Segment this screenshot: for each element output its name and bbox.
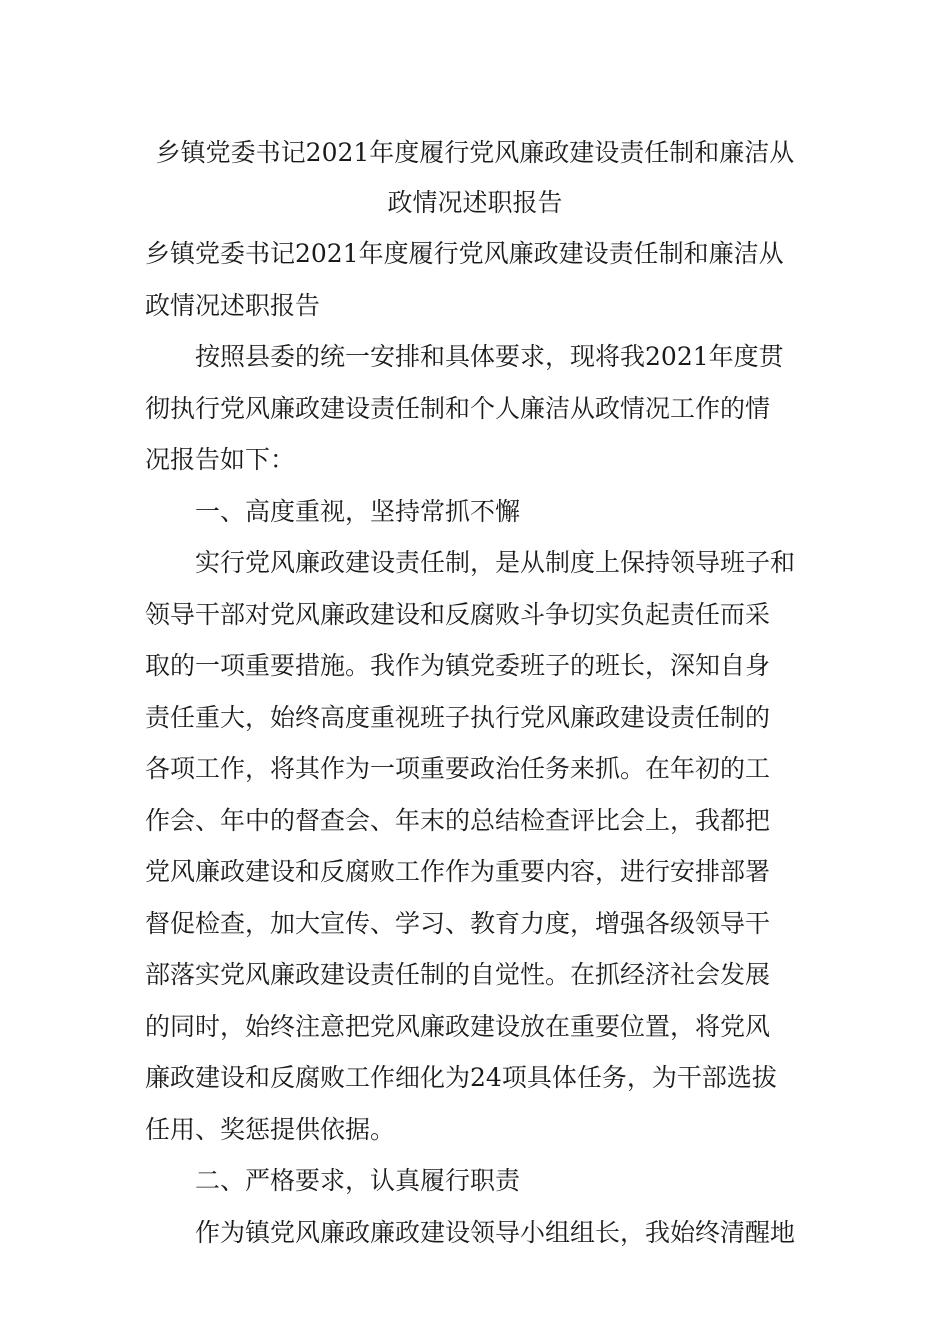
text-line: 况报告如下： bbox=[145, 445, 296, 474]
text-line: 任用、奖惩提供依据。 bbox=[145, 1114, 396, 1144]
paragraph-section-1 bbox=[145, 537, 810, 1155]
section-heading-2 bbox=[145, 1155, 810, 1207]
text-line: 作会、年中的督查会、年末的总结检查评比会上，我都把 bbox=[145, 805, 771, 835]
document-title bbox=[140, 128, 810, 228]
text-line: 责任重大，始终高度重视班子执行党风廉政建设责任制的 bbox=[145, 702, 771, 732]
text-line: 实行党风廉政建设责任制，是从制度上保持领导班子和 bbox=[195, 548, 796, 577]
paragraph-intro bbox=[145, 331, 810, 486]
text-line: 作为镇党风廉政廉政建设领导小组组长，我始终清醒地 bbox=[195, 1217, 796, 1247]
text-line: 部落实党风廉政建设责任制的自觉性。在抓经济社会发展 bbox=[145, 960, 771, 989]
text-line: 督促检查，加大宣传、学习、教育力度，增强各级领导干 bbox=[145, 908, 771, 938]
text-line: 按照县委的统一安排和具体要求，现将我2021年度贯 bbox=[195, 342, 784, 371]
text-line: 一、高度重视，坚持常抓不懈 bbox=[195, 496, 521, 526]
paragraph-section-2 bbox=[145, 1207, 810, 1259]
section-heading-1 bbox=[145, 486, 810, 538]
text-line: 取的一项重要措施。我作为镇党委班子的班长，深知自身 bbox=[145, 651, 771, 680]
title-line: 乡镇党委书记2021年度履行党风廉政建设责任制和廉洁从 bbox=[155, 138, 795, 167]
text-line: 二、严格要求，认真履行职责 bbox=[195, 1166, 521, 1195]
text-line: 乡镇党委书记2021年度履行党风廉政建设责任制和廉洁从 bbox=[145, 239, 784, 268]
paragraph-repeated-title bbox=[145, 228, 810, 331]
document-body bbox=[145, 228, 810, 1258]
text-line: 领导干部对党风廉政建设和反腐败斗争切实负起责任而采 bbox=[145, 599, 771, 629]
text-line: 彻执行党风廉政建设责任制和个人廉洁从政情况工作的情 bbox=[145, 393, 771, 423]
text-line: 各项工作，将其作为一项重要政治任务来抓。在年初的工 bbox=[145, 754, 771, 783]
text-line: 党风廉政建设和反腐败工作作为重要内容，进行安排部署 bbox=[145, 857, 771, 886]
text-line: 廉政建设和反腐败工作细化为24项具体任务，为干部选拔 bbox=[145, 1063, 777, 1092]
text-line: 的同时，始终注意把党风廉政建设放在重要位置，将党风 bbox=[145, 1011, 771, 1041]
text-line: 政情况述职报告 bbox=[145, 290, 321, 320]
title-line: 政情况述职报告 bbox=[387, 188, 563, 217]
